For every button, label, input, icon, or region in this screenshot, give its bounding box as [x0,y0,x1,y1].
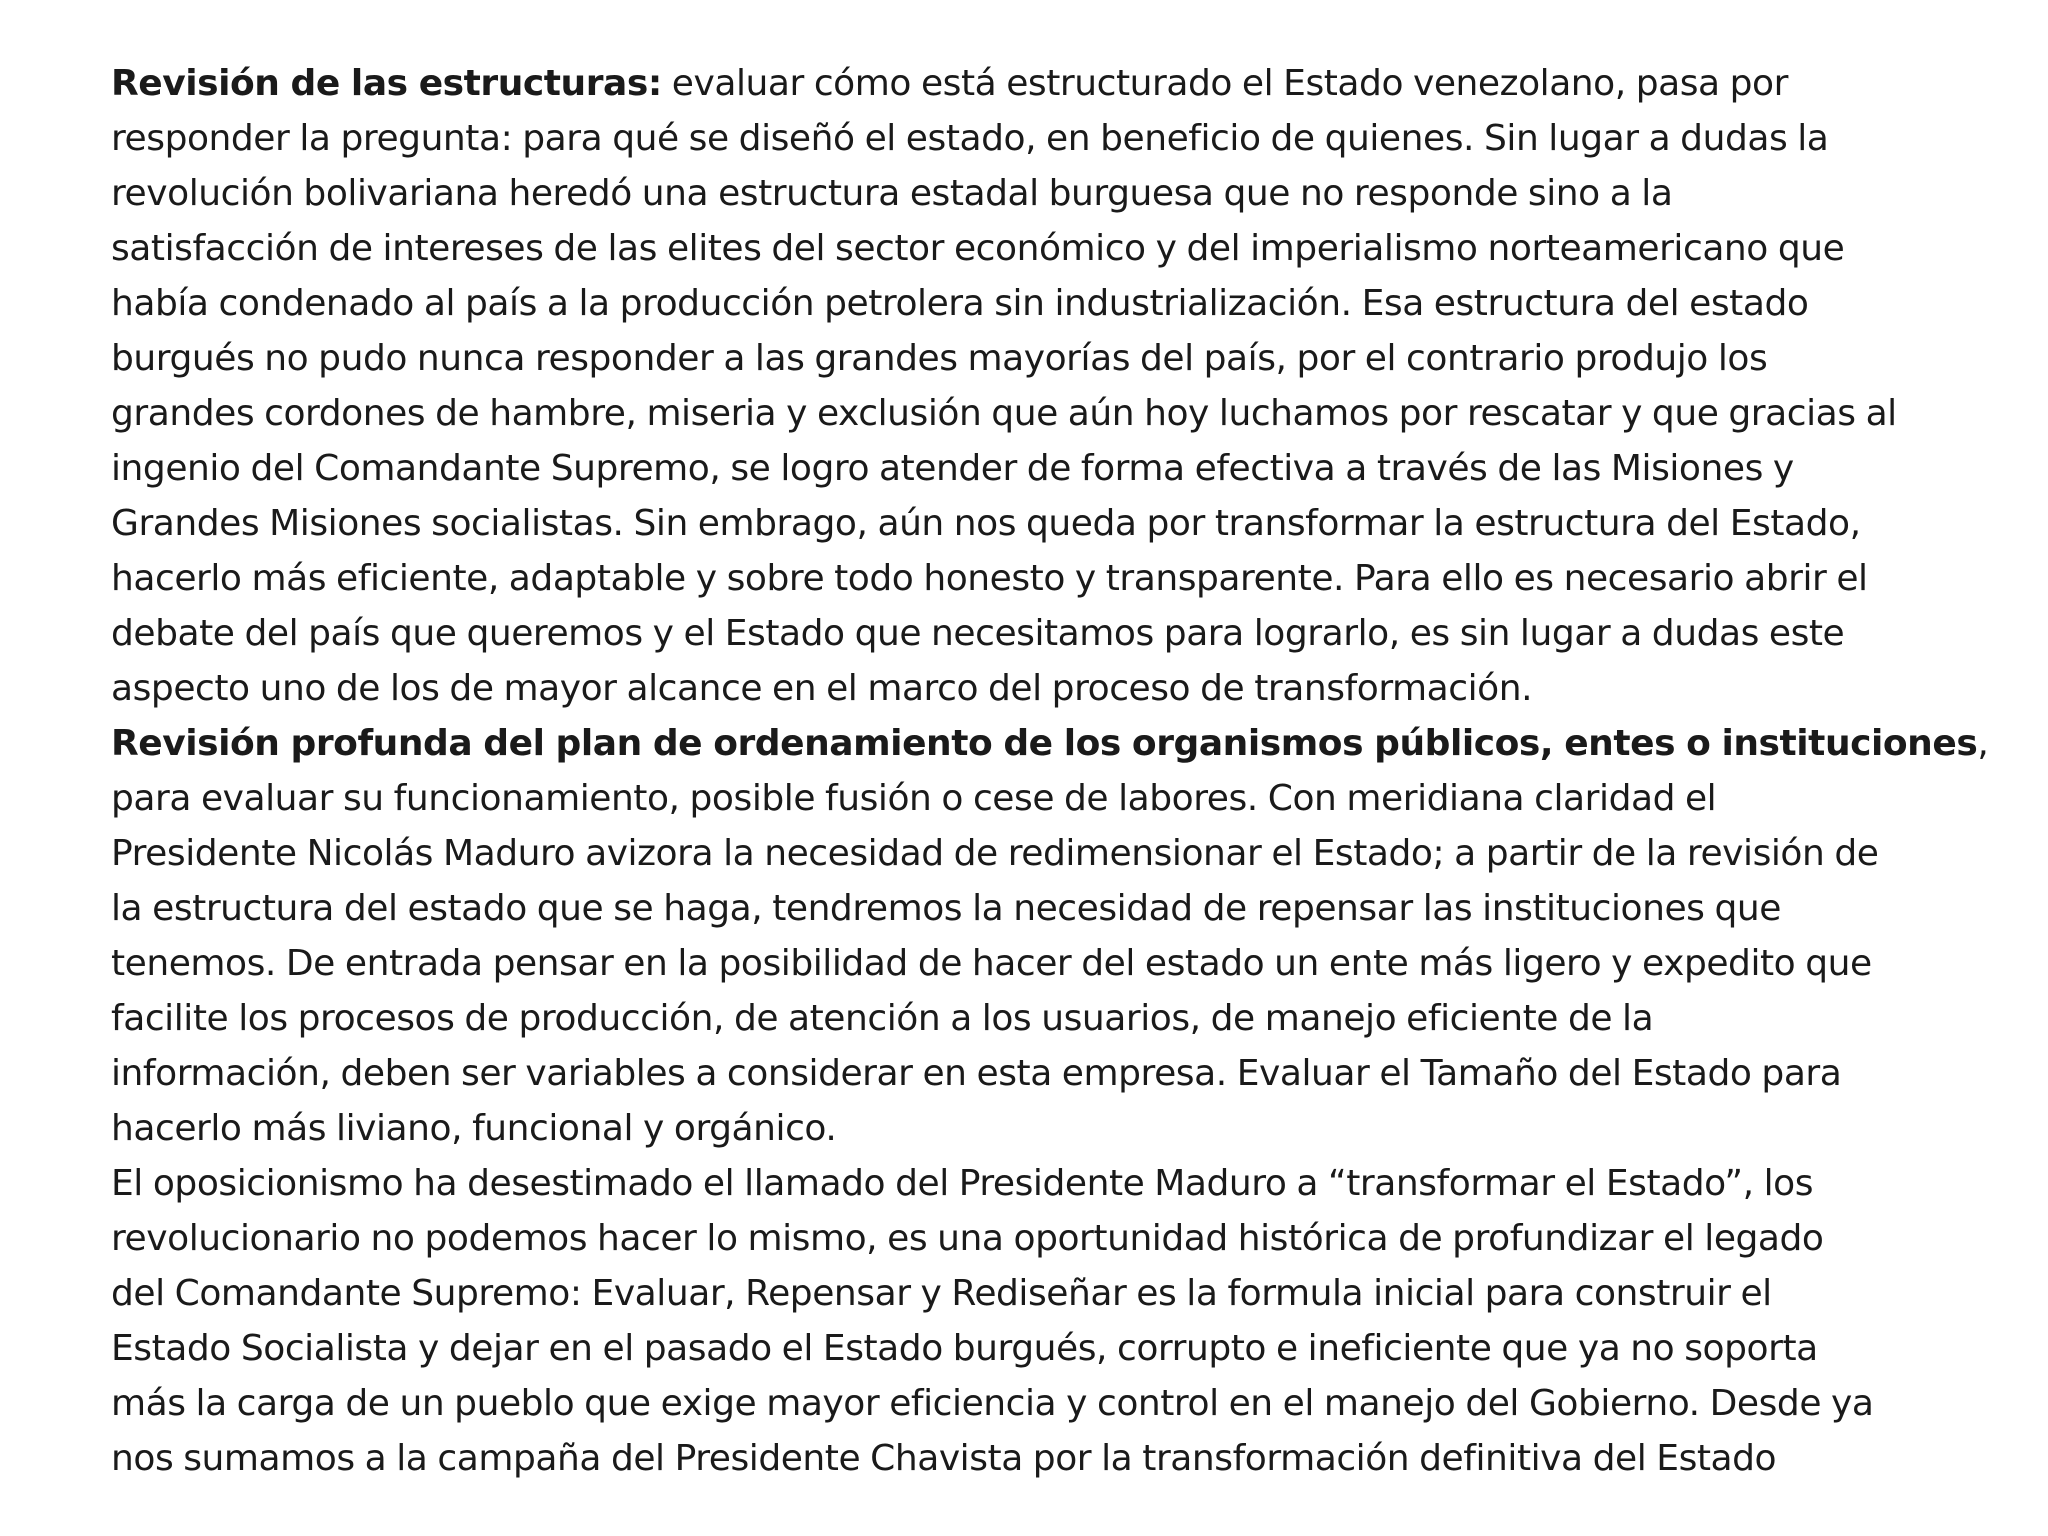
paragraph-3-line-2: revolucionario no podemos hacer lo mismo, es una oportunidad histórica de profundizar el legado [111,1218,1824,1259]
paragraph-1-line-8: ingenio del Comandante Supremo, se logro atender de forma efectiva a través de las Misiones y [111,448,1794,489]
paragraph-1-line-2: responder la pregunta: para qué se diseñó el estado, en beneficio de quienes. Sin lugar a dudas la [111,118,1829,159]
paragraph-1-line-1 [111,56,2011,111]
document-body [111,56,2011,1486]
paragraph-2-line-3: Presidente Nicolás Maduro avizora la necesidad de redimensionar el Estado; a partir de la revisión de [111,833,1879,874]
paragraph-3-line-4: Estado Socialista y dejar en el pasado el Estado burgués, corrupto e ineficiente que ya no soporta [111,1328,1818,1369]
paragraph-2-line-1-text: , [1977,723,1989,764]
paragraph-2-line-1 [111,716,2011,771]
paragraph-2-line-7: información, deben ser variables a considerar en esta empresa. Evaluar el Tamaño del Estado para [111,1053,1842,1094]
paragraph-1-line-12: aspecto uno de los de mayor alcance en el marco del proceso de transformación. [111,668,1533,709]
paragraph-1-line-3: revolución bolivariana heredó una estructura estadal burguesa que no responde sino a la [111,173,1673,214]
paragraph-1-heading: Revisión de las estructuras: [111,63,662,104]
paragraph-2-line-8: hacerlo más liviano, funcional y orgánico. [111,1108,837,1149]
paragraph-3-line-5: más la carga de un pueblo que exige mayor eficiencia y control en el manejo del Gobierno. Desde ya [111,1383,1874,1424]
paragraph-3-line-3: del Comandante Supremo: Evaluar, Repensar y Rediseñar es la formula inicial para construir el [111,1273,1772,1314]
paragraph-2-line-2: para evaluar su funcionamiento, posible fusión o cese de labores. Con meridiana claridad el [111,778,1717,819]
paragraph-1-line-9: Grandes Misiones socialistas. Sin embrago, aún nos queda por transformar la estructura del Estado, [111,503,1861,544]
paragraph-2-line-5: tenemos. De entrada pensar en la posibilidad de hacer del estado un ente más ligero y expedito que [111,943,1872,984]
paragraph-1-line-11: debate del país que queremos y el Estado que necesitamos para lograrlo, es sin lugar a dudas este [111,613,1845,654]
paragraph-1-line-7: grandes cordones de hambre, miseria y exclusión que aún hoy luchamos por rescatar y que gracias al [111,393,1897,434]
paragraph-1-line-6: burgués no pudo nunca responder a las grandes mayorías del país, por el contrario produjo los [111,338,1768,379]
paragraph-2-line-4: la estructura del estado que se haga, tendremos la necesidad de repensar las instituciones que [111,888,1781,929]
paragraph-3-line-6: nos sumamos a la campaña del Presidente Chavista por la transformación definitiva del Estado [111,1438,1777,1479]
paragraph-1-line-5: había condenado al país a la producción petrolera sin industrialización. Esa estructura del estado [111,283,1809,324]
paragraph-1-line-10: hacerlo más eficiente, adaptable y sobre todo honesto y transparente. Para ello es necesario abrir el [111,558,1868,599]
paragraph-1-line-4: satisfacción de intereses de las elites del sector económico y del imperialismo norteamericano que [111,228,1845,269]
paragraph-2-heading: Revisión profunda del plan de ordenamiento de los organismos públicos, entes o instituciones [111,723,1978,764]
paragraph-2-line-6: facilite los procesos de producción, de atención a los usuarios, de manejo eficiente de la [111,998,1654,1039]
paragraph-1-line-1-text: evaluar cómo está estructurado el Estado venezolano, pasa por [661,63,1788,104]
paragraph-3-line-1: El oposicionismo ha desestimado el llamado del Presidente Maduro a “transformar el Estado”, los [111,1163,1814,1204]
